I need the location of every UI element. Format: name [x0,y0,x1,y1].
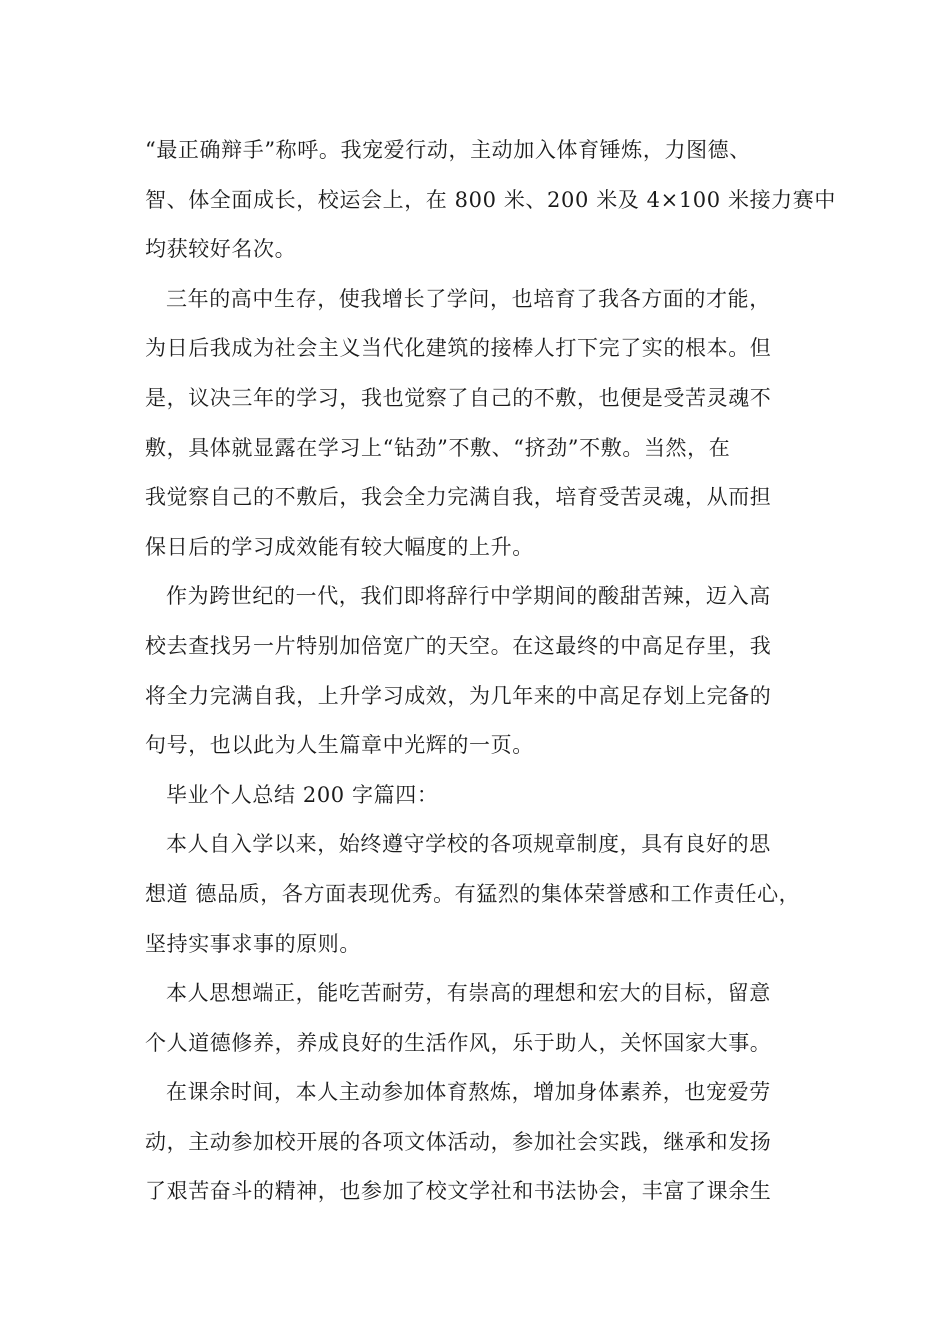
text-line: 句号，也以此为人生篇章中光辉的一页。 [145,733,534,758]
section-heading: 毕业个人总结 200 字篇四： [166,782,439,807]
text-line: 个人道德修养，养成良好的生活作风，乐于助人，关怀国家大事。 [145,1030,772,1055]
text-line: 智、体全面成长，校运会上，在 800 米、200 米及 4×100 米接力赛中 [145,187,836,212]
text-line: 保日后的学习成效能有较大幅度的上升。 [145,534,534,559]
text-line: 为日后我成为社会主义当代化建筑的接棒人打下完了实的根本。但 [145,336,772,361]
text-line: “最正确辩手”称呼。我宠爱行动，主动加入体育锤炼，力图德、 [145,138,751,162]
text-line: 坚持实事求事的原则。 [145,931,361,956]
text-line: 敷，具体就显露在学习上“钻劲”不敷、“挤劲”不敷。当然，在 [145,435,731,460]
text-line: 动，主动参加校开展的各项文体活动，参加社会实践，继承和发扬 [145,1129,772,1154]
text-line: 校去查找另一片特别加倍宽广的天空。在这最终的中高足存里，我 [145,633,772,658]
text-line: 均获较好名次。 [145,237,297,262]
text-line: 了艰苦奋斗的精神，也参加了校文学社和书法协会，丰富了课余生 [145,1179,772,1204]
text-line: 我觉察自己的不敷后，我会全力完满自我，培育受苦灵魂，从而担 [145,485,772,510]
text-line: 将全力完满自我，上升学习成效，为几年来的中高足存划上完备的 [145,683,772,708]
text-line: 想道 德品质，各方面表现优秀。有猛烈的集体荣誉感和工作责任心， [145,881,801,906]
paragraph-start-line: 在课余时间，本人主动参加体育熬炼，增加身体素养，也宠爱劳 [166,1080,771,1105]
document-body [145,126,836,1217]
paragraph-start-line: 三年的高中生存，使我增长了学问，也培育了我各方面的才能， [166,286,771,311]
paragraph-start-line: 作为跨世纪的一代，我们即将辞行中学期间的酸甜苦辣，迈入高 [166,584,771,609]
paragraph-start-line: 本人思想端正，能吃苦耐劳，有崇高的理想和宏大的目标，留意 [166,981,771,1006]
paragraph-start-line: 本人自入学以来，始终遵守学校的各项规章制度，具有良好的思 [166,832,771,857]
text-line: 是，议决三年的学习，我也觉察了自己的不敷，也便是受苦灵魂不 [145,385,772,410]
